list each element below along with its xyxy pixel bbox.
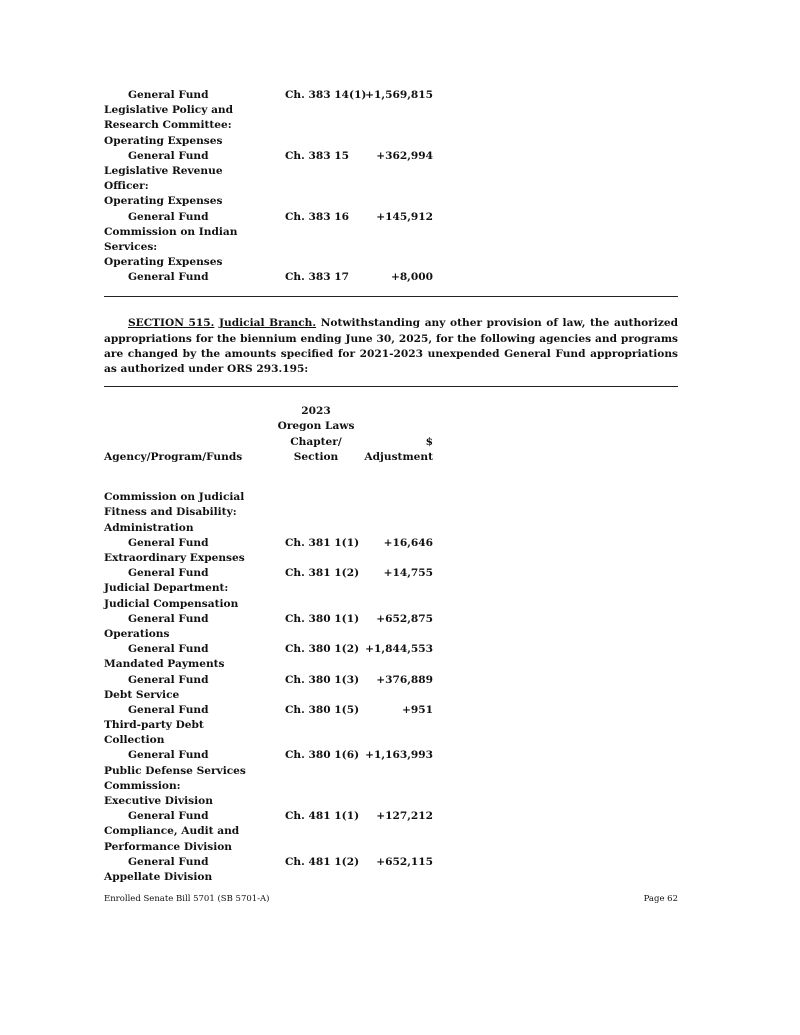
row-agency: Appellate Division — [104, 870, 213, 883]
row-agency: Legislative Revenue — [104, 164, 223, 177]
row-section: Ch. 383 15 — [285, 149, 350, 162]
row-agency: General Fund — [128, 749, 209, 762]
row-agency: Operating Expenses — [104, 256, 223, 269]
row-adjustment: +652,875 — [376, 612, 433, 625]
row-section: Ch. 481 1(2) — [285, 855, 360, 868]
row-adjustment: +8,000 — [390, 271, 433, 284]
header-section: Section — [293, 450, 339, 463]
row-adjustment: +652,115 — [376, 855, 433, 868]
table-row — [104, 551, 678, 566]
row-adjustment: +376,889 — [376, 673, 433, 686]
row-agency: General Fund — [128, 536, 209, 549]
row-agency: General Fund — [128, 567, 209, 580]
row-agency: Services: — [104, 240, 158, 253]
row-agency: Operating Expenses — [104, 195, 223, 208]
row-agency: Legislative Policy and — [104, 104, 234, 117]
table-row — [104, 134, 678, 149]
table-row — [104, 566, 678, 581]
table-row — [104, 809, 678, 824]
table-row — [104, 855, 678, 870]
row-agency: Public Defense Services — [104, 764, 246, 777]
row-adjustment: +1,163,993 — [365, 749, 433, 762]
table-row — [104, 794, 678, 809]
table-row — [104, 521, 678, 536]
row-agency: General Fund — [128, 855, 209, 868]
row-adjustment: +127,212 — [376, 810, 433, 823]
row-section: Ch. 380 1(3) — [285, 673, 360, 686]
row-agency: Judicial Compensation — [104, 597, 239, 610]
row-agency: Mandated Payments — [104, 658, 225, 671]
row-adjustment: +16,646 — [383, 536, 433, 549]
table-row — [104, 597, 678, 612]
footer-bill-name: Enrolled Senate Bill 5701 (SB 5701-A) — [104, 894, 270, 904]
table-row — [104, 255, 678, 270]
table-row — [104, 536, 678, 551]
table-row — [104, 764, 678, 779]
table-row — [104, 673, 678, 688]
table-row — [104, 581, 678, 596]
table-row — [104, 149, 678, 164]
row-adjustment: +145,912 — [376, 210, 433, 223]
row-agency: General Fund — [128, 673, 209, 686]
row-agency: Commission: — [104, 779, 181, 792]
section-body: Notwithstanding any other provision of law, the authorized appropriations for the biennium ending June 30, 2025, for the following agencies and programs are changed by the amounts specified for 2021-2023 unexpended General Fund appropriations as authorized under ORS 293.195: — [104, 317, 678, 376]
header-oregon-laws: Oregon Laws — [277, 420, 355, 433]
table-header — [104, 404, 678, 480]
table-row — [104, 490, 678, 505]
table-row — [104, 210, 678, 225]
row-adjustment: +1,844,553 — [365, 643, 433, 656]
header-chapter-section — [274, 404, 358, 465]
table-row — [104, 824, 678, 839]
table-row — [104, 748, 678, 763]
section-paragraph — [104, 316, 678, 377]
header-chapter: Chapter/ — [290, 435, 342, 448]
row-section: Ch. 383 14(1) — [285, 89, 367, 101]
appropriations-table-top — [104, 88, 678, 285]
row-agency: General Fund — [128, 149, 209, 162]
table-row — [104, 505, 678, 520]
row-agency: Commission on Judicial — [104, 491, 245, 504]
row-section: Ch. 380 1(6) — [285, 749, 360, 762]
row-agency: Research Committee: — [104, 119, 232, 132]
row-section: Ch. 381 1(1) — [285, 536, 360, 549]
table-row — [104, 612, 678, 627]
row-section: Ch. 383 16 — [285, 210, 350, 223]
row-agency: General Fund — [128, 89, 209, 101]
row-agency: General Fund — [128, 612, 209, 625]
row-agency: Officer: — [104, 180, 149, 193]
table-row — [104, 703, 678, 718]
row-agency: General Fund — [128, 703, 209, 716]
header-adjustment-label: Adjustment — [364, 450, 433, 463]
document-page — [104, 88, 678, 885]
row-agency: Administration — [104, 521, 194, 534]
header-dollar: $ — [425, 435, 433, 448]
table-row — [104, 718, 678, 733]
table-row — [104, 103, 678, 118]
table-row — [104, 870, 678, 885]
row-section: Ch. 380 1(1) — [285, 612, 360, 625]
row-agency: Fitness and Disability: — [104, 506, 237, 519]
row-section: Ch. 381 1(2) — [285, 567, 360, 580]
row-adjustment: +362,994 — [376, 149, 433, 162]
row-agency: Operating Expenses — [104, 134, 223, 147]
row-agency: Collection — [104, 734, 165, 747]
row-agency: Commission on Indian — [104, 225, 238, 238]
table-row — [104, 179, 678, 194]
header-agency: Agency/Program/Funds — [104, 450, 243, 463]
table-row — [104, 840, 678, 855]
table-row — [104, 164, 678, 179]
table-row — [104, 733, 678, 748]
table-row — [104, 270, 678, 285]
table-row — [104, 779, 678, 794]
row-agency: General Fund — [128, 643, 209, 656]
row-agency: General Fund — [128, 210, 209, 223]
row-section: Ch. 383 17 — [285, 271, 350, 284]
row-adjustment: +1,569,815 — [365, 89, 433, 101]
table-row — [104, 118, 678, 133]
table-row — [104, 642, 678, 657]
row-agency: Debt Service — [104, 688, 180, 701]
row-agency: Extraordinary Expenses — [104, 552, 245, 564]
row-agency: Operations — [104, 627, 170, 640]
table-row — [104, 240, 678, 255]
row-section: Ch. 380 1(5) — [285, 703, 360, 716]
row-adjustment: +951 — [402, 703, 433, 716]
row-agency: Third-party Debt — [104, 719, 204, 732]
section-number: SECTION 515. — [128, 317, 215, 330]
section-heading: Judicial Branch. — [218, 317, 317, 330]
row-agency: General Fund — [128, 810, 209, 823]
row-agency: Judicial Department: — [104, 582, 229, 595]
table-row — [104, 688, 678, 703]
table-row — [104, 194, 678, 209]
table-row — [104, 88, 678, 103]
row-agency: General Fund — [128, 271, 209, 284]
table-row — [104, 225, 678, 240]
row-agency: Executive Division — [104, 795, 213, 807]
appropriations-table-bottom — [104, 490, 678, 885]
header-year: 2023 — [301, 405, 331, 418]
row-agency: Compliance, Audit and — [104, 825, 240, 838]
footer-page-number: Page 62 — [643, 894, 678, 904]
row-section: Ch. 481 1(1) — [285, 810, 360, 823]
row-adjustment: +14,755 — [383, 567, 433, 580]
table-row — [104, 627, 678, 642]
header-adjustment — [359, 435, 433, 465]
row-section: Ch. 380 1(2) — [285, 643, 360, 656]
row-agency: Performance Division — [104, 840, 233, 853]
table-row — [104, 657, 678, 672]
